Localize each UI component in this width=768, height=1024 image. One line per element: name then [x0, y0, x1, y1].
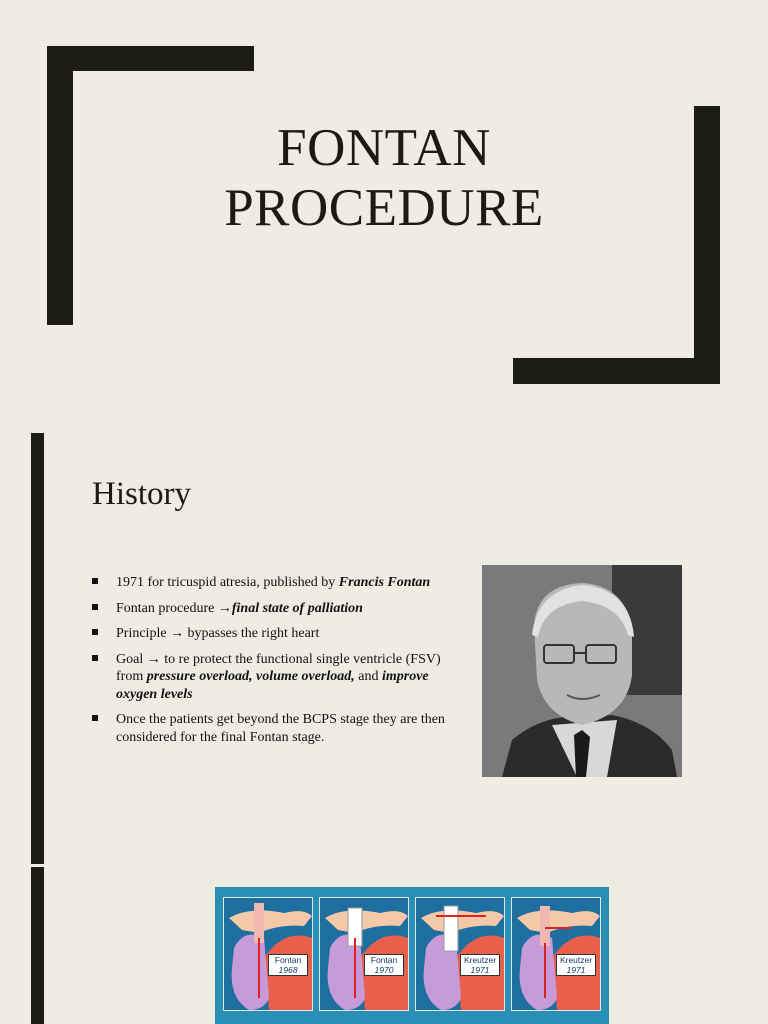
bullet-marker	[92, 629, 98, 635]
bullet-marker	[92, 578, 98, 584]
diagram-panel	[511, 897, 601, 1011]
bullet-item: Principle → bypasses the right heart	[92, 625, 452, 643]
panel-caption: Fontan 1968	[268, 954, 308, 976]
bullet-marker	[92, 604, 98, 610]
arrow-icon: →	[170, 626, 185, 641]
portrait-illustration	[482, 565, 682, 777]
diagram-panel	[223, 897, 313, 1011]
history-heading: History	[92, 476, 191, 512]
panel-caption: Kreutzer 1971	[460, 954, 500, 976]
bullet-marker	[92, 715, 98, 721]
bullet-marker	[92, 655, 98, 661]
bullet-item: Once the patients get beyond the BCPS stage they are then considered for the final Fontan stage.	[92, 711, 452, 746]
slide-left-accent-bar	[31, 433, 44, 1024]
diagram-panel	[319, 897, 409, 1011]
diagram-panel	[415, 897, 505, 1011]
panel-caption: Kreutzer 1971	[556, 954, 596, 976]
slide-separator	[31, 864, 44, 867]
slide-title-line2: PROCEDURE	[224, 179, 544, 237]
bullet-item: 1971 for tricuspid atresia, published by Francis Fontan	[92, 574, 452, 592]
history-bullet-list	[92, 574, 452, 754]
slide-title	[0, 118, 768, 238]
fontan-diagram-strip	[215, 887, 609, 1024]
bullet-item: Fontan procedure →final state of palliation	[92, 600, 452, 618]
arrow-icon: →	[146, 651, 161, 667]
frame-bottom-right-horizontal	[513, 358, 720, 384]
slide-title-line1: FONTAN	[277, 119, 491, 177]
panel-caption: Fontan 1970	[364, 954, 404, 976]
portrait-photo	[482, 565, 682, 777]
bullet-item: Goal → to re protect the functional single ventricle (FSV) from pressure overload, volume overload, and improve oxygen levels	[92, 651, 452, 704]
frame-top-left-horizontal	[47, 46, 254, 71]
arrow-icon: →	[217, 600, 232, 616]
